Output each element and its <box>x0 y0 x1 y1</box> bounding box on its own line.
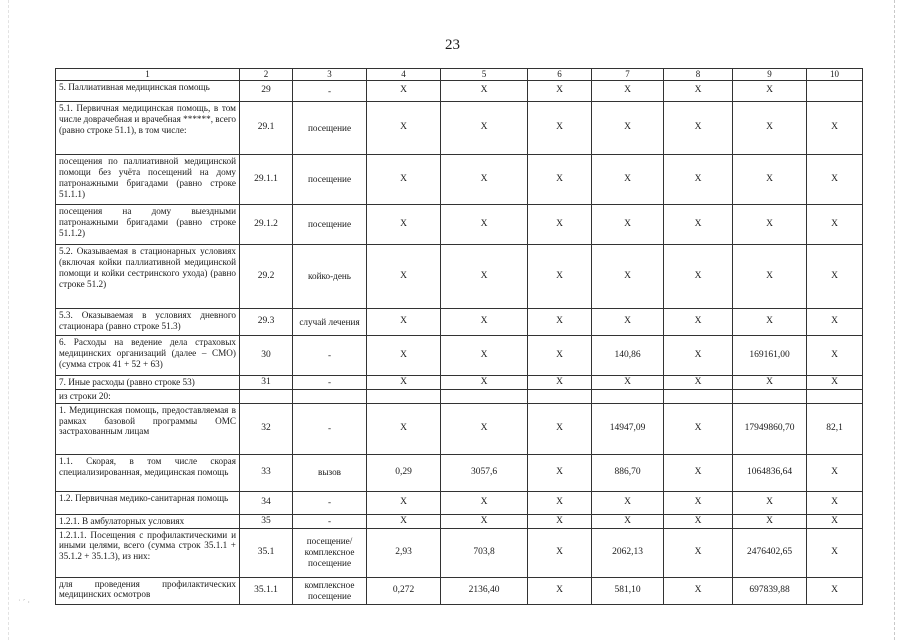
column-header: 6 <box>528 69 592 81</box>
row-value-cell: Х <box>664 81 733 102</box>
row-unit-cell: вызов <box>293 454 367 491</box>
row-value-cell: 14947,09 <box>592 403 664 454</box>
row-value-cell: Х <box>528 309 592 336</box>
row-unit-cell: посещение <box>293 205 367 245</box>
row-value-cell: Х <box>807 491 863 514</box>
row-name-cell: 1.2. Первичная медико-санитарная помощь <box>56 491 240 514</box>
table-row <box>56 491 863 514</box>
table-row <box>56 81 863 102</box>
row-value-cell: Х <box>733 514 807 528</box>
row-value-cell: Х <box>367 376 441 390</box>
column-header: 9 <box>733 69 807 81</box>
row-value-cell: 2476402,65 <box>733 528 807 577</box>
table-row <box>56 528 863 577</box>
row-value-cell <box>733 389 807 403</box>
row-value-cell: Х <box>807 454 863 491</box>
row-value-cell: Х <box>733 245 807 309</box>
row-value-cell: Х <box>807 376 863 390</box>
row-name-cell: 1.2.1.1. Посещения с профилактическими и иными целями, всего (сумма строк 35.1.1 + 35.1.2 + 35.1.3), из них: <box>56 528 240 577</box>
row-unit-cell: - <box>293 376 367 390</box>
row-value-cell: Х <box>807 336 863 376</box>
table-row <box>56 577 863 604</box>
row-value-cell: Х <box>664 336 733 376</box>
row-value-cell: Х <box>528 514 592 528</box>
row-value-cell: Х <box>664 403 733 454</box>
column-header: 1 <box>56 69 240 81</box>
row-value-cell: 82,1 <box>807 403 863 454</box>
row-value-cell: Х <box>664 309 733 336</box>
page-number: 23 <box>445 37 460 53</box>
row-value-cell: 697839,88 <box>733 577 807 604</box>
row-code-cell: 29.1 <box>240 102 293 155</box>
row-value-cell: Х <box>367 514 441 528</box>
row-value-cell: Х <box>528 245 592 309</box>
header-row <box>56 69 863 81</box>
row-name-cell: 5. Паллиативная медицинская помощь <box>56 81 240 102</box>
row-value-cell: Х <box>807 245 863 309</box>
row-value-cell: Х <box>441 336 528 376</box>
row-value-cell: Х <box>528 81 592 102</box>
row-value-cell: Х <box>367 309 441 336</box>
row-name-cell: из строки 20: <box>56 389 240 403</box>
row-value-cell: Х <box>367 491 441 514</box>
row-unit-cell: комплексное посещение <box>293 577 367 604</box>
row-name-cell: 5.2. Оказываемая в стационарных условиях (включая койки паллиативной медицинской помощи и койки сестринского ухода) (равно строке 51.2) <box>56 245 240 309</box>
column-header: 5 <box>441 69 528 81</box>
row-value-cell <box>592 389 664 403</box>
row-value-cell: Х <box>664 155 733 205</box>
row-value-cell: Х <box>441 205 528 245</box>
row-value-cell: Х <box>807 309 863 336</box>
row-unit-cell: посещение/ комплексное посещение <box>293 528 367 577</box>
row-value-cell: Х <box>664 577 733 604</box>
row-value-cell: Х <box>441 514 528 528</box>
row-value-cell: 581,10 <box>592 577 664 604</box>
table-row <box>56 403 863 454</box>
table-row <box>56 245 863 309</box>
row-name-cell: 5.1. Первичная медицинская помощь, в том числе доврачебная и врачебная ******, всего (равно строке 51.1), в том числе: <box>56 102 240 155</box>
column-header: 8 <box>664 69 733 81</box>
row-value-cell: Х <box>733 491 807 514</box>
row-code-cell: 29.1.1 <box>240 155 293 205</box>
table-row <box>56 454 863 491</box>
row-unit-cell <box>293 389 367 403</box>
row-value-cell: Х <box>441 155 528 205</box>
row-value-cell: Х <box>367 102 441 155</box>
row-name-cell: 7. Иные расходы (равно строке 53) <box>56 376 240 390</box>
row-value-cell: 2062,13 <box>592 528 664 577</box>
row-value-cell <box>367 389 441 403</box>
column-header: 4 <box>367 69 441 81</box>
table-row <box>56 514 863 528</box>
column-header: 2 <box>240 69 293 81</box>
table-row <box>56 309 863 336</box>
row-code-cell: 35.1 <box>240 528 293 577</box>
row-name-cell: посещения на дому выездными патронажными бригадами (равно строке 51.1.2) <box>56 205 240 245</box>
row-value-cell <box>528 389 592 403</box>
row-code-cell: 35.1.1 <box>240 577 293 604</box>
row-value-cell: Х <box>441 309 528 336</box>
row-value-cell: Х <box>664 454 733 491</box>
row-value-cell: 0,272 <box>367 577 441 604</box>
column-header: 7 <box>592 69 664 81</box>
row-code-cell: 35 <box>240 514 293 528</box>
row-value-cell: 703,8 <box>441 528 528 577</box>
row-value-cell: Х <box>807 102 863 155</box>
row-value-cell: Х <box>592 376 664 390</box>
row-value-cell: Х <box>807 528 863 577</box>
row-value-cell: Х <box>441 403 528 454</box>
row-value-cell: Х <box>367 205 441 245</box>
row-value-cell: Х <box>664 528 733 577</box>
row-value-cell: Х <box>592 205 664 245</box>
row-value-cell: Х <box>528 102 592 155</box>
column-header: 3 <box>293 69 367 81</box>
row-code-cell: 29.2 <box>240 245 293 309</box>
row-name-cell: 5.3. Оказываемая в условиях дневного стационара (равно строке 51.3) <box>56 309 240 336</box>
row-unit-cell: койко-день <box>293 245 367 309</box>
row-value-cell: Х <box>733 205 807 245</box>
row-value-cell: Х <box>441 491 528 514</box>
table-row <box>56 155 863 205</box>
row-value-cell: Х <box>441 376 528 390</box>
row-value-cell: Х <box>664 102 733 155</box>
row-unit-cell: случай лечения <box>293 309 367 336</box>
row-value-cell: 140,86 <box>592 336 664 376</box>
row-value-cell: Х <box>367 81 441 102</box>
row-value-cell: Х <box>592 245 664 309</box>
row-code-cell: 29.3 <box>240 309 293 336</box>
scan-right-edge <box>894 0 895 640</box>
row-value-cell: Х <box>807 514 863 528</box>
row-value-cell: Х <box>807 155 863 205</box>
row-unit-cell: - <box>293 336 367 376</box>
row-value-cell: Х <box>528 155 592 205</box>
row-code-cell <box>240 389 293 403</box>
row-value-cell <box>807 81 863 102</box>
column-header: 10 <box>807 69 863 81</box>
row-unit-cell: - <box>293 491 367 514</box>
scan-left-edge <box>8 0 9 640</box>
row-value-cell <box>807 389 863 403</box>
row-value-cell: Х <box>367 245 441 309</box>
row-value-cell: Х <box>441 102 528 155</box>
scan-artifact-mark: ˙ ´ · <box>18 598 30 607</box>
row-value-cell: 2136,40 <box>441 577 528 604</box>
row-value-cell: Х <box>592 155 664 205</box>
row-code-cell: 29.1.2 <box>240 205 293 245</box>
row-name-cell: 6. Расходы на ведение дела страховых медицинских организаций (далее – СМО) (сумма строк 41 + 52 + 63) <box>56 336 240 376</box>
row-value-cell: Х <box>592 102 664 155</box>
row-name-cell: для проведения профилактических медицинских осмотров <box>56 577 240 604</box>
data-table <box>55 68 863 605</box>
row-value-cell: Х <box>592 491 664 514</box>
row-value-cell <box>441 389 528 403</box>
row-value-cell: 0,29 <box>367 454 441 491</box>
row-unit-cell: - <box>293 514 367 528</box>
row-value-cell: Х <box>733 155 807 205</box>
row-value-cell: Х <box>528 491 592 514</box>
row-value-cell: Х <box>367 336 441 376</box>
row-value-cell: Х <box>441 245 528 309</box>
row-value-cell: Х <box>664 245 733 309</box>
row-value-cell: Х <box>664 205 733 245</box>
row-unit-cell: посещение <box>293 102 367 155</box>
row-value-cell: Х <box>528 528 592 577</box>
row-value-cell <box>664 389 733 403</box>
row-value-cell: 886,70 <box>592 454 664 491</box>
row-value-cell: Х <box>528 403 592 454</box>
row-value-cell: Х <box>592 309 664 336</box>
row-value-cell: Х <box>733 102 807 155</box>
row-value-cell: 169161,00 <box>733 336 807 376</box>
table-row <box>56 376 863 390</box>
row-name-cell: 1.2.1. В амбулаторных условиях <box>56 514 240 528</box>
row-code-cell: 33 <box>240 454 293 491</box>
row-value-cell: Х <box>528 205 592 245</box>
table-row <box>56 336 863 376</box>
row-value-cell: Х <box>528 577 592 604</box>
row-value-cell: 17949860,70 <box>733 403 807 454</box>
row-code-cell: 31 <box>240 376 293 390</box>
row-value-cell: Х <box>807 205 863 245</box>
row-value-cell: Х <box>528 454 592 491</box>
row-value-cell: Х <box>528 376 592 390</box>
row-value-cell: 2,93 <box>367 528 441 577</box>
table-row <box>56 205 863 245</box>
row-value-cell: Х <box>664 514 733 528</box>
row-value-cell: Х <box>733 309 807 336</box>
row-value-cell: 1064836,64 <box>733 454 807 491</box>
row-code-cell: 29 <box>240 81 293 102</box>
row-value-cell: Х <box>367 155 441 205</box>
row-value-cell: Х <box>664 376 733 390</box>
row-value-cell: Х <box>592 81 664 102</box>
row-value-cell: 3057,6 <box>441 454 528 491</box>
row-unit-cell: - <box>293 403 367 454</box>
row-value-cell: Х <box>733 81 807 102</box>
table-row <box>56 102 863 155</box>
row-unit-cell: посещение <box>293 155 367 205</box>
row-value-cell: Х <box>807 577 863 604</box>
row-name-cell: 1.1. Скорая, в том числе скорая специализированная, медицинская помощь <box>56 454 240 491</box>
row-value-cell: Х <box>733 376 807 390</box>
row-value-cell: Х <box>664 491 733 514</box>
row-name-cell: посещения по паллиативной медицинской помощи без учёта посещений на дому патронажными бригадами (равно строке 51.1.1) <box>56 155 240 205</box>
row-code-cell: 32 <box>240 403 293 454</box>
row-value-cell: Х <box>592 514 664 528</box>
table-row <box>56 389 863 403</box>
row-name-cell: 1. Медицинская помощь, предоставляемая в рамках базовой программы ОМС застрахованным лицам <box>56 403 240 454</box>
row-value-cell: Х <box>528 336 592 376</box>
row-code-cell: 30 <box>240 336 293 376</box>
row-code-cell: 34 <box>240 491 293 514</box>
row-value-cell: Х <box>441 81 528 102</box>
row-value-cell: Х <box>367 403 441 454</box>
row-unit-cell: - <box>293 81 367 102</box>
